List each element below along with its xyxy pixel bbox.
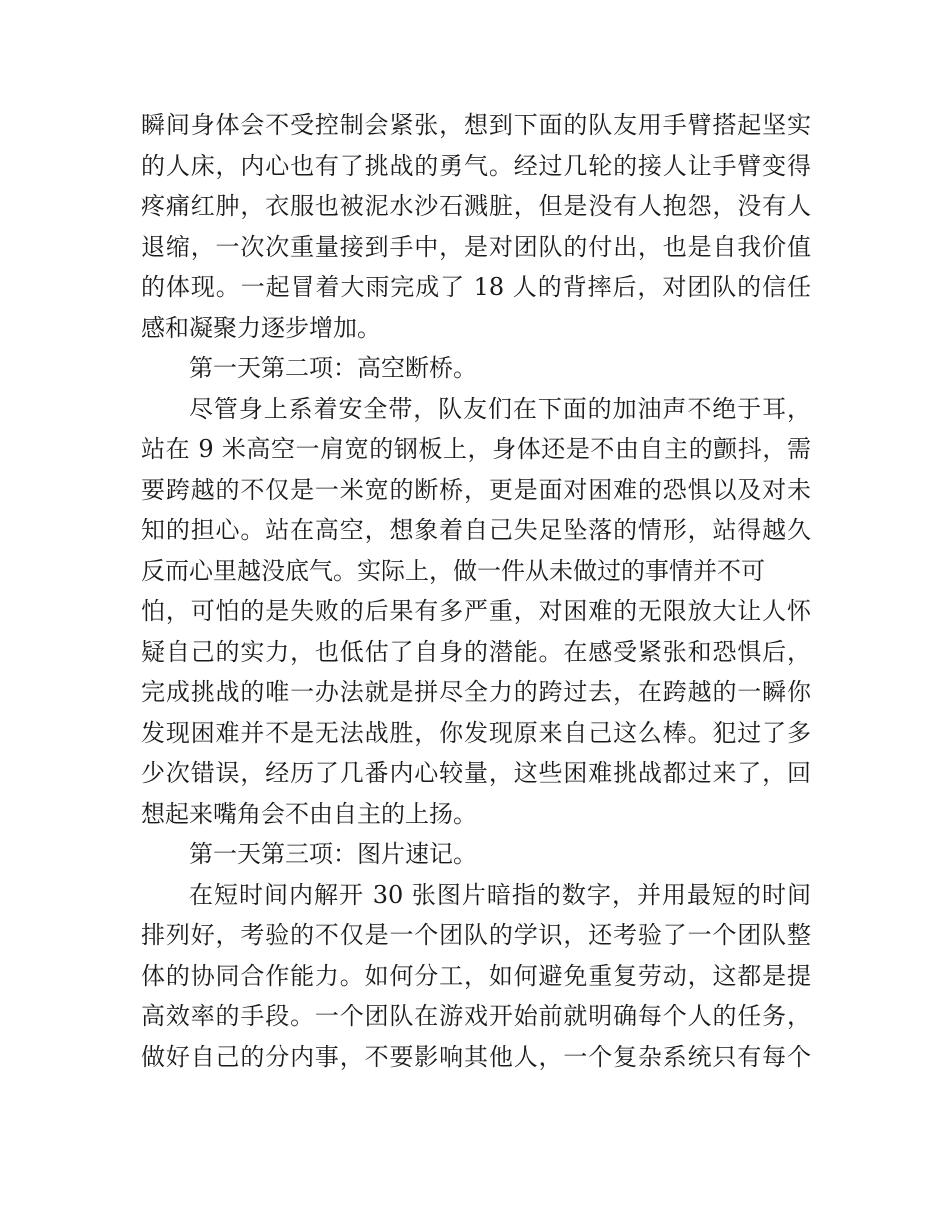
text-line: 完成挑战的唯一办法就是拼尽全力的跨过去，在跨越的一瞬你 [141,678,811,706]
section-heading: 第一天第三项：图片速记。 [189,840,477,868]
text-line: 站在 9 米高空一肩宽的钢板上，身体还是不由自主的颤抖，需 [141,435,811,463]
text-line: 高效率的手段。一个团队在游戏开始前就明确每个人的任务， [141,1002,811,1030]
body-text [141,105,811,1077]
text-line: 做好自己的分内事，不要影响其他人，一个复杂系统只有每个 [141,1042,811,1071]
text-line: 少次错误，经历了几番内心较量，这些困难挑战都过来了，回 [141,759,811,787]
text-line: 感和凝聚力逐步增加。 [141,313,381,342]
text-line: 的人床，内心也有了挑战的勇气。经过几轮的接人让手臂变得 [141,151,811,180]
text-line: 要跨越的不仅是一米宽的断桥，更是面对困难的恐惧以及对未 [141,475,811,504]
text-line: 尽管身上系着安全带，队友们在下面的加油声不绝于耳， [189,394,811,423]
text-line: 发现困难并不是无法战胜，你发现原来自己这么棒。犯过了多 [141,718,811,747]
text-line: 知的担心。站在高空，想象着自己失足坠落的情形，站得越久 [141,516,811,544]
text-line: 退缩，一次次重量接到手中，是对团队的付出，也是自我价值 [141,232,811,261]
text-line: 在短时间内解开 30 张图片暗指的数字，并用最短的时间 [189,880,811,909]
text-line: 想起来嘴角会不由自主的上扬。 [141,799,477,828]
section-heading: 第一天第二项：高空断桥。 [189,354,477,382]
text-line: 体的协同合作能力。如何分工，如何避免重复劳动，这都是提 [141,961,811,990]
text-line: 怕，可怕的是失败的后果有多严重，对困难的无限放大让人怀 [141,597,811,625]
text-line: 疼痛红肿，衣服也被泥水沙石溅脏，但是没有人抱怨，没有人 [141,192,811,220]
text-line: 反而心里越没底气。实际上，做一件从未做过的事情并不可 [141,556,765,585]
text-line: 排列好，考验的不仅是一个团队的学识，还考验了一个团队整 [141,921,811,949]
text-line: 的体现。一起冒着大雨完成了 18 人的背摔后，对团队的信任 [141,273,811,301]
text-line: 疑自己的实力，也低估了自身的潜能。在感受紧张和恐惧后， [141,637,811,666]
text-line: 瞬间身体会不受控制会紧张，想到下面的队友用手臂搭起坚实 [141,111,811,139]
